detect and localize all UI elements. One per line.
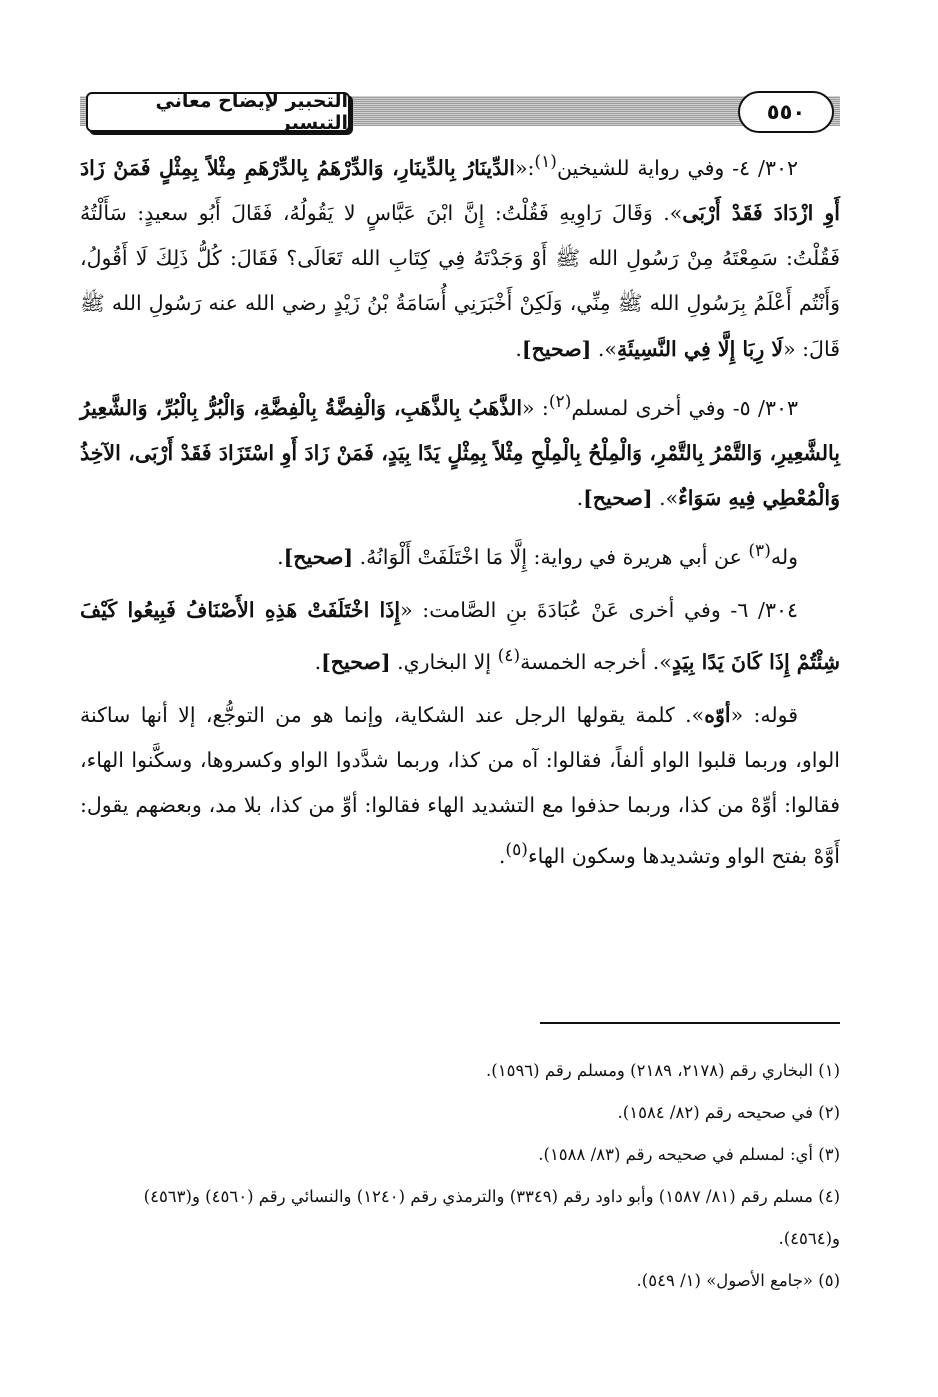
period: .: [314, 649, 322, 674]
footnotes-section: [80, 1022, 840, 1302]
hadith-304: [80, 588, 840, 684]
main-text: [80, 140, 840, 879]
footnote-4: (٤) مسلم رقم (٨١/ ١٥٨٧) وأبو داود رقم (٣٣٤٩) والترمذي رقم (١٢٤٠) والنسائي رقم (٤٥٦٠) و(٤٥٦٣) و(٤٥٦٤).: [143, 1187, 840, 1248]
grade-label: [صحيح]: [521, 336, 592, 361]
footnote-ref-5[interactable]: (٥): [505, 840, 528, 861]
commentary: [80, 693, 840, 880]
hadith-304-matn: إِذَا اخْتَلَفَتْ هَذِهِ الأَصْنَافُ فَبِيعُوا كَيْفَ شِئْتُمْ إِذَا كَانَ يَدًا بِيَدٍ: [80, 598, 840, 674]
hadith-302-matn: الدِّينَارُ بِالدِّينَارِ، وَالدِّرْهَمُ بِالدِّرْهَمِ مِثْلاً بِمِثْلٍ فَمَنْ زَادَ أَوِ ازْدَادَ فَقَدْ أَرْبَى: [80, 155, 840, 226]
page-number: ٥٥٠: [738, 91, 834, 133]
commentary-text: ». كلمة يقولها الرجل عند الشكاية، وإنما هو من التوجُّع، إلا أنها ساكنة الواو، وربما قلبوا الواو ألفاً، فقالوا: آه من كذا، وربما شدَّدوا الواو وكسروها، وسكَّنوا الهاء، فقالوا: أوِّهْ من كذا، وربما حذفوا مع التشديد الهاء فقالوا: أوِّ من كذا، بلا مد، وبعضهم يقول: أَوَّهْ بفتح الواو وتشديدها وسكون الهاء: [80, 702, 840, 868]
hadith-lahu: [80, 529, 840, 580]
quote-open: : «: [522, 395, 549, 420]
quote-close: ».: [591, 336, 617, 361]
period: .: [277, 545, 284, 570]
footnote-ref-3[interactable]: (٣): [748, 541, 771, 562]
footnote-5: (٥) «جامع الأصول» (١/ ٥٤٩).: [636, 1271, 840, 1290]
footnote-1: (١) البخاري رقم (٢١٧٨، ٢١٨٩) ومسلم رقم (١٥٩٦).: [486, 1061, 840, 1080]
hadith-304-source-2: إلا البخاري.: [390, 649, 498, 674]
hadith-302: [80, 140, 840, 372]
footnote-divider: [540, 1022, 840, 1024]
lahu-intro: وله: [770, 545, 798, 570]
footnote-ref-2[interactable]: (٢): [548, 391, 572, 412]
commentary-word: أوّه: [704, 702, 731, 727]
grade-label: [صحيح]: [321, 649, 391, 674]
page-header: [80, 88, 840, 136]
grade-label: [صحيح]: [283, 545, 354, 570]
quote-close: ».: [652, 486, 679, 511]
hadith-302-intro: ٣٠٢/ ٤- وفي رواية للشيخين: [556, 155, 798, 180]
footnote-list: [80, 1050, 840, 1302]
period: .: [515, 336, 522, 361]
commentary-intro: قوله: «: [730, 702, 798, 727]
footnote-3: (٣) أي: لمسلم في صحيحه رقم (٨٣/ ١٥٨٨).: [538, 1145, 840, 1164]
quote-open: :«: [514, 155, 535, 180]
period: .: [498, 843, 506, 868]
hadith-304-source: ». أخرجه الخمسة: [520, 649, 672, 674]
hadith-304-intro: ٣٠٤/ ٦- وفي أخرى عَنْ عُبَادَةَ بنِ الصَّامت: «: [400, 598, 798, 623]
hadith-303-matn: الذَّهَبُ بِالذَّهَبِ، وَالْفِضَّةُ بِالْفِضَّةِ، وَالْبُرُّ بِالْبُرِّ، وَالشَّعِيرُ بِالشَّعِيرِ، وَالتَّمْرُ بِالتَّمْرِ، وَالْمِلْحُ بِالْمِلْحِ مِثْلاً بِمِثْلٍ يَدًا بِيَدٍ، فَمَنْ زَادَ أَوِ اسْتَزَادَ فَقَدْ أَرْبَى، الآخِذُ وَالْمُعْطِي فِيهِ سَوَاءٌ: [80, 395, 840, 511]
footnote-2: (٢) في صحيحه رقم (٨٢/ ١٥٨٤).: [617, 1103, 840, 1122]
book-title: التحبير لإيضاح معاني التيسير: [86, 92, 350, 132]
period: .: [576, 486, 584, 511]
hadith-303: [80, 380, 840, 521]
hadith-303-intro: ٣٠٣/ ٥- وفي أخرى لمسلم: [571, 395, 798, 420]
footnote-ref-1[interactable]: (١): [534, 152, 557, 172]
lahu-text: عن أبي هريرة في رواية: إِلَّا مَا اخْتَلَفَتْ أَلْوَانُهُ.: [353, 545, 749, 570]
hadith-302-matn-2: لَا رِبَا إِلَّا فِي النَّسِيئَةِ: [616, 336, 784, 361]
hadith-302-narration: ». وَقَالَ رَاوِيهِ فَقُلْتُ: إِنَّ ابْنَ عَبَّاسٍ لا يَقُولُهُ، فَقَالَ أَبُو سعيدٍ: سَأَلْتُهُ فَقُلْتُ: سَمِعْتَهُ مِنْ رَسُولِ الله ﷺ أَوْ وَجَدْتَهُ فِي كِتَابِ الله تَعَالَى؟ فَقَالَ: كُلُّ ذَلِكَ لَا أَقُولُ، وَأَنْتُم أَعْلَمُ بِرَسُولِ الله ﷺ مِنِّي، وَلَكِنْ أَخْبَرَنِي أُسَامَةُ بْنُ زَيْدٍ رضي الله عنه رَسُولِ الله ﷺ قَالَ: «: [80, 201, 840, 361]
footnote-ref-4[interactable]: (٤): [497, 645, 521, 666]
grade-label: [صحيح]: [583, 486, 653, 511]
